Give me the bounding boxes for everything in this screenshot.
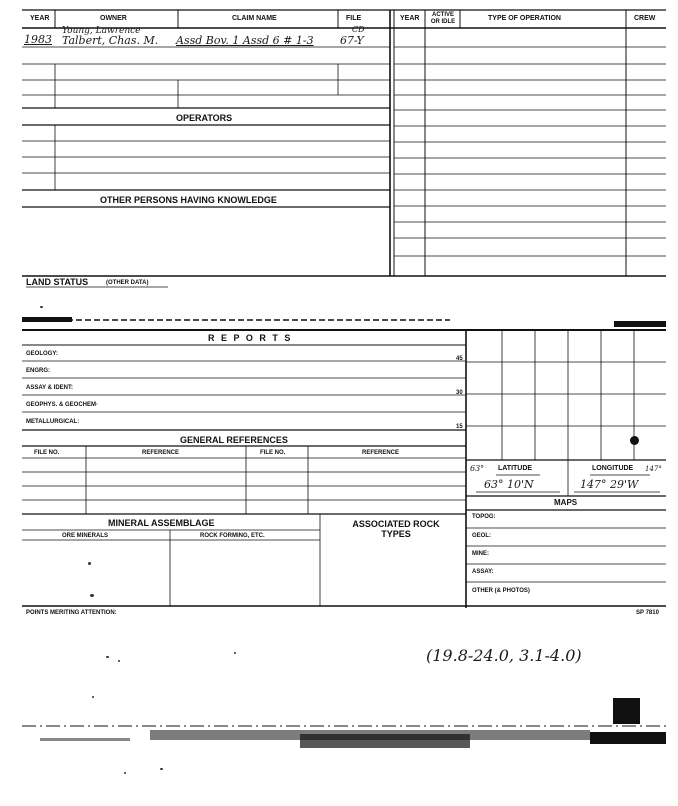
longitude-suffix: 147° <box>645 465 662 473</box>
scan-smudge <box>614 321 666 327</box>
scan-black-square <box>613 698 640 724</box>
ore-minerals-label: ORE MINERALS <box>62 533 109 539</box>
land-status-sub: (OTHER DATA) <box>106 280 149 286</box>
report-engrg: ENGRG: <box>26 368 50 374</box>
report-geophys: GEOPHYS. & GEOCHEM· <box>26 402 99 408</box>
entry-claim: Assd Bov. 1 Assd 6 # 1-3 <box>176 34 314 47</box>
longitude-label: LONGITUDE <box>592 465 634 472</box>
header-active-idle: ACTIVE OR IDLE <box>430 12 456 25</box>
entry-owner: Talbert, Chas. M. <box>62 34 159 47</box>
latitude-label: LATITUDE <box>498 465 533 472</box>
header-claim-name: CLAIM NAME <box>232 15 277 22</box>
header-owner: OWNER <box>100 15 127 22</box>
other-persons-heading: OTHER PERSONS HAVING KNOWLEDGE <box>100 195 277 205</box>
maps-heading: MAPS <box>554 498 578 507</box>
scan-speck <box>234 652 236 654</box>
header-year: YEAR <box>30 15 50 22</box>
mineral-assemblage-heading: MINERAL ASSEMBLAGE <box>108 518 215 528</box>
report-number-45: 45 <box>456 356 463 362</box>
report-number-30: 30 <box>456 390 463 396</box>
scan-noise-band <box>40 738 130 741</box>
maps-geol: GEOL: <box>472 533 491 539</box>
report-number-15: 15 <box>456 424 463 430</box>
header-year-right: YEAR <box>400 15 420 22</box>
entry-file-top: CD <box>352 25 365 34</box>
points-meriting-label: POINTS MERITING ATTENTION: <box>26 610 117 616</box>
associated-rock-types-heading: ASSOCIATED ROCK TYPES <box>352 519 440 539</box>
maps-assay: ASSAY: <box>472 569 494 575</box>
scan-smudge <box>22 317 72 322</box>
entry-year: 1983 <box>24 33 52 46</box>
general-references-heading: GENERAL REFERENCES <box>180 435 288 445</box>
scan-speck <box>88 562 91 565</box>
operators-heading: OPERATORS <box>176 113 233 123</box>
handwritten-coordinate-note: (19.8-24.0, 3.1-4.0) <box>426 646 582 665</box>
maps-other: OTHER (& PHOTOS) <box>472 588 530 594</box>
report-assay: ASSAY & IDENT: <box>26 385 74 391</box>
scan-speck <box>118 660 120 662</box>
grid-dot-marker <box>630 436 639 445</box>
scan-speck <box>92 696 94 698</box>
header-type-of-operation: TYPE OF OPERATION <box>488 15 561 22</box>
header-file: FILE <box>346 15 362 22</box>
scan-speck <box>160 768 163 770</box>
reports-heading: R E P O R T S <box>208 333 293 343</box>
latitude-value: 63° 10'N <box>484 478 534 491</box>
entry-owner-top: Young, Lawrence <box>62 26 141 36</box>
refs-reference: REFERENCE <box>142 450 180 456</box>
maps-mine: MINE: <box>472 551 489 557</box>
entry-file: 67-Y <box>340 34 364 47</box>
report-geology: GEOLOGY: <box>26 351 58 357</box>
scan-noise-band <box>590 732 666 744</box>
scan-speck <box>90 594 94 597</box>
report-metallurgical: METALLURGICAL: <box>26 419 80 425</box>
land-status-heading: LAND STATUS <box>26 277 89 287</box>
longitude-value: 147° 29'W <box>580 478 639 491</box>
rock-forming-label: ROCK FORMING, ETC. <box>200 533 265 539</box>
refs-file-no-2: FILE NO. <box>260 450 286 456</box>
scan-speck <box>106 656 109 658</box>
scan-speck <box>124 772 126 774</box>
header-crew: CREW <box>634 15 656 22</box>
form-number: SP 7810 <box>636 610 659 616</box>
refs-reference-2: REFERENCE <box>362 450 400 456</box>
maps-topog: TOPOG: <box>472 514 496 520</box>
scan-speck <box>40 306 43 308</box>
refs-file-no: FILE NO. <box>34 450 60 456</box>
latitude-prefix: 63° <box>470 464 485 473</box>
scan-noise-band <box>300 734 470 748</box>
